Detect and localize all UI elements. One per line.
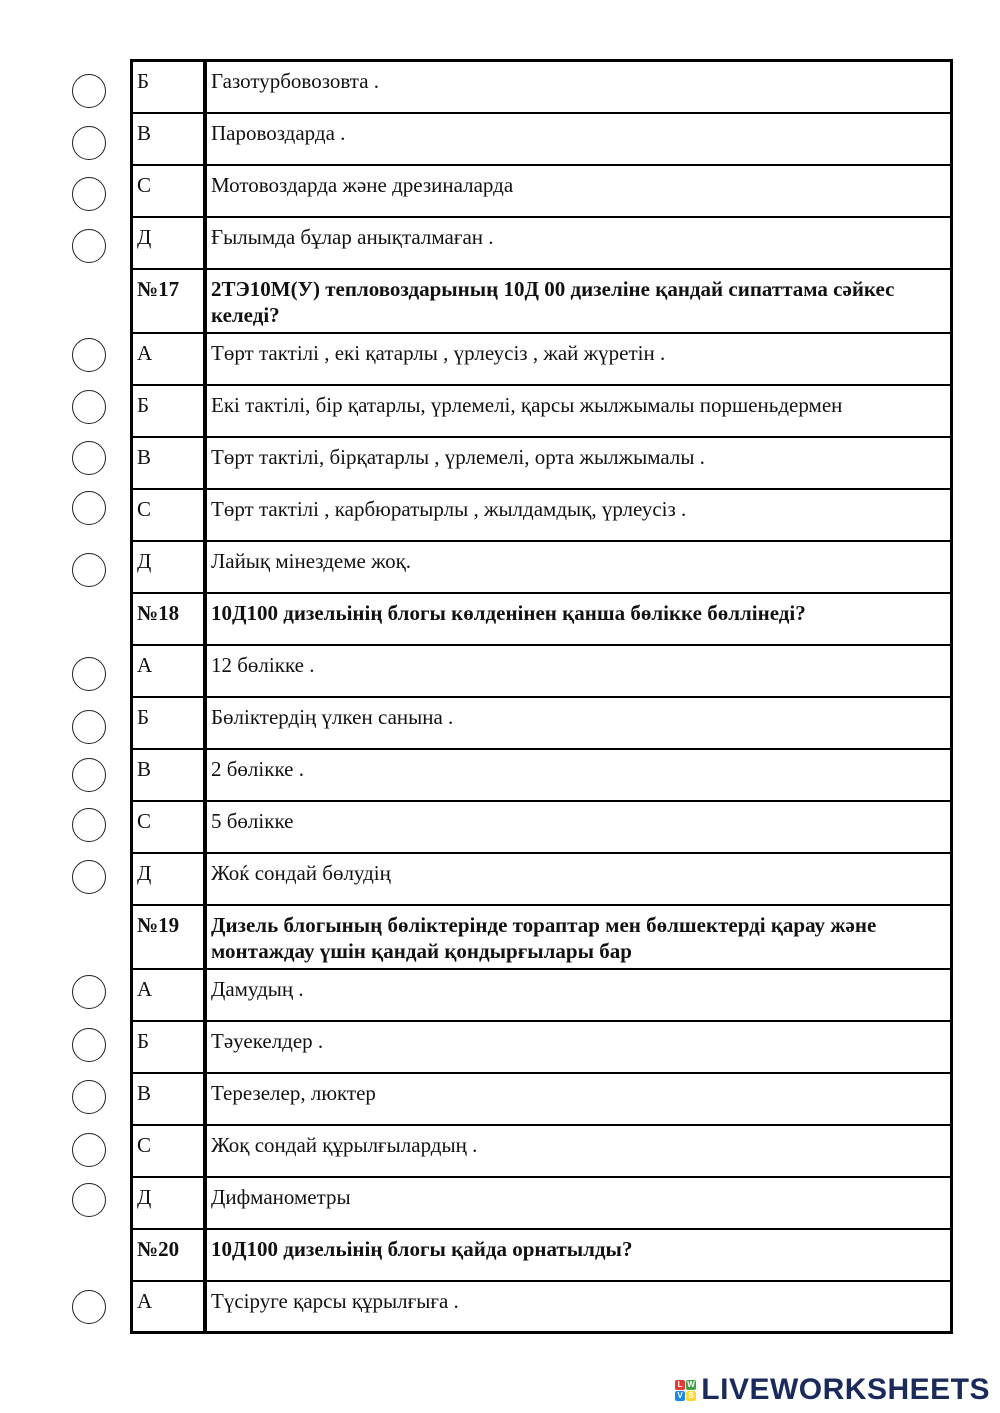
option-label: А <box>132 333 206 385</box>
option-row <box>132 1021 952 1073</box>
option-row <box>132 645 952 697</box>
answer-radio-circle[interactable] <box>72 491 106 525</box>
option-text: Бөліктердің үлкен санына . <box>205 697 952 749</box>
option-row <box>132 165 952 217</box>
option-label: А <box>132 1281 206 1333</box>
option-row <box>132 969 952 1021</box>
option-label: С <box>132 1125 206 1177</box>
option-text: Паровоздарда . <box>205 113 952 165</box>
option-row <box>132 541 952 593</box>
question-text: 10Д100 дизельінің блогы көлденінен қанша бөлікке бөллінеді? <box>205 593 952 645</box>
option-row <box>132 1125 952 1177</box>
answer-radio-circle[interactable] <box>72 553 106 587</box>
option-row <box>132 697 952 749</box>
option-text: Екі тактілі, бір қатарлы, үрлемелі, қарсы жылжымалы поршеньдермен <box>205 385 952 437</box>
option-label: Д <box>132 1177 206 1229</box>
option-label: В <box>132 113 206 165</box>
answer-radio-circle[interactable] <box>72 710 106 744</box>
question-row <box>132 1229 952 1281</box>
answer-radio-circle[interactable] <box>72 758 106 792</box>
liveworksheets-logo-icon: L W V S <box>675 1380 696 1401</box>
option-text: Төрт тактілі , карбюратырлы , жылдамдық, үрлеусіз . <box>205 489 952 541</box>
option-row <box>132 801 952 853</box>
option-text: 5 бөлікке <box>205 801 952 853</box>
option-text: Газотурбовозовта . <box>205 61 952 113</box>
option-row <box>132 217 952 269</box>
answer-radio-circle[interactable] <box>72 441 106 475</box>
question-text: Дизель блогының бөліктерінде тораптар мен бөлшектерді қарау және монтаждау үшін қандай қондырғылары бар <box>205 905 952 969</box>
option-row <box>132 749 952 801</box>
option-row <box>132 489 952 541</box>
option-row <box>132 1177 952 1229</box>
option-label: Б <box>132 385 206 437</box>
option-row <box>132 853 952 905</box>
answer-radio-circle[interactable] <box>72 229 106 263</box>
option-label: Б <box>132 61 206 113</box>
option-row <box>132 333 952 385</box>
option-row <box>132 437 952 489</box>
question-text: 10Д100 дизельінің блогы қайда орнатылды? <box>205 1229 952 1281</box>
liveworksheets-brand <box>675 1373 990 1407</box>
answer-radio-circle[interactable] <box>72 1080 106 1114</box>
option-label: Б <box>132 1021 206 1073</box>
option-text: Терезелер, люктер <box>205 1073 952 1125</box>
option-label: В <box>132 1073 206 1125</box>
option-text: Төрт тактілі , екі қатарлы , үрлеусіз , жай жүретін . <box>205 333 952 385</box>
answer-radio-circle[interactable] <box>72 1133 106 1167</box>
question-number: №20 <box>132 1229 206 1281</box>
answer-radio-circle[interactable] <box>72 1028 106 1062</box>
option-row <box>132 1073 952 1125</box>
option-row <box>132 61 952 113</box>
worksheet-table <box>130 59 953 1334</box>
option-text: Жоқ сондай құрылғылардың . <box>205 1125 952 1177</box>
answer-radio-circle[interactable] <box>72 975 106 1009</box>
question-number: №18 <box>132 593 206 645</box>
option-label: С <box>132 801 206 853</box>
answer-radio-circle[interactable] <box>72 338 106 372</box>
option-label: А <box>132 969 206 1021</box>
answer-radio-circle[interactable] <box>72 126 106 160</box>
question-number: №17 <box>132 269 206 333</box>
option-text: 12 бөлікке . <box>205 645 952 697</box>
answer-radio-circle[interactable] <box>72 657 106 691</box>
brand-name: LIVEWORKSHEETS <box>701 1373 990 1406</box>
option-label: С <box>132 165 206 217</box>
answer-radio-circle[interactable] <box>72 1183 106 1217</box>
question-number: №19 <box>132 905 206 969</box>
option-label: С <box>132 489 206 541</box>
option-label: Д <box>132 541 206 593</box>
option-label: В <box>132 749 206 801</box>
answer-radio-circle[interactable] <box>72 177 106 211</box>
option-text: Лайық мінездеме жоқ. <box>205 541 952 593</box>
option-row <box>132 385 952 437</box>
question-row <box>132 269 952 333</box>
question-text: 2ТЭ10М(У) тепловоздарының 10Д 00 дизеліне қандай сипаттама сәйкес келеді? <box>205 269 952 333</box>
option-text: Мотовоздарда және дрезиналарда <box>205 165 952 217</box>
option-label: Д <box>132 853 206 905</box>
answer-radio-circle[interactable] <box>72 74 106 108</box>
option-text: Дамудың . <box>205 969 952 1021</box>
option-label: В <box>132 437 206 489</box>
answer-radio-circle[interactable] <box>72 390 106 424</box>
question-row <box>132 905 952 969</box>
option-label: Б <box>132 697 206 749</box>
answer-radio-circle[interactable] <box>72 1290 106 1324</box>
option-row <box>132 113 952 165</box>
question-row <box>132 593 952 645</box>
option-text: 2 бөлікке . <box>205 749 952 801</box>
option-row <box>132 1281 952 1333</box>
option-label: А <box>132 645 206 697</box>
answer-radio-circle[interactable] <box>72 860 106 894</box>
option-text: Дифманометры <box>205 1177 952 1229</box>
option-text: Төрт тактілі, бірқатарлы , үрлемелі, орта жылжымалы . <box>205 437 952 489</box>
option-text: Жоќ сондай бөлудің <box>205 853 952 905</box>
option-text: Түсіруге қарсы құрылғыға . <box>205 1281 952 1333</box>
option-text: Ғылымда бұлар анықталмаған . <box>205 217 952 269</box>
option-label: Д <box>132 217 206 269</box>
answer-radio-circle[interactable] <box>72 808 106 842</box>
option-text: Тәуекелдер . <box>205 1021 952 1073</box>
